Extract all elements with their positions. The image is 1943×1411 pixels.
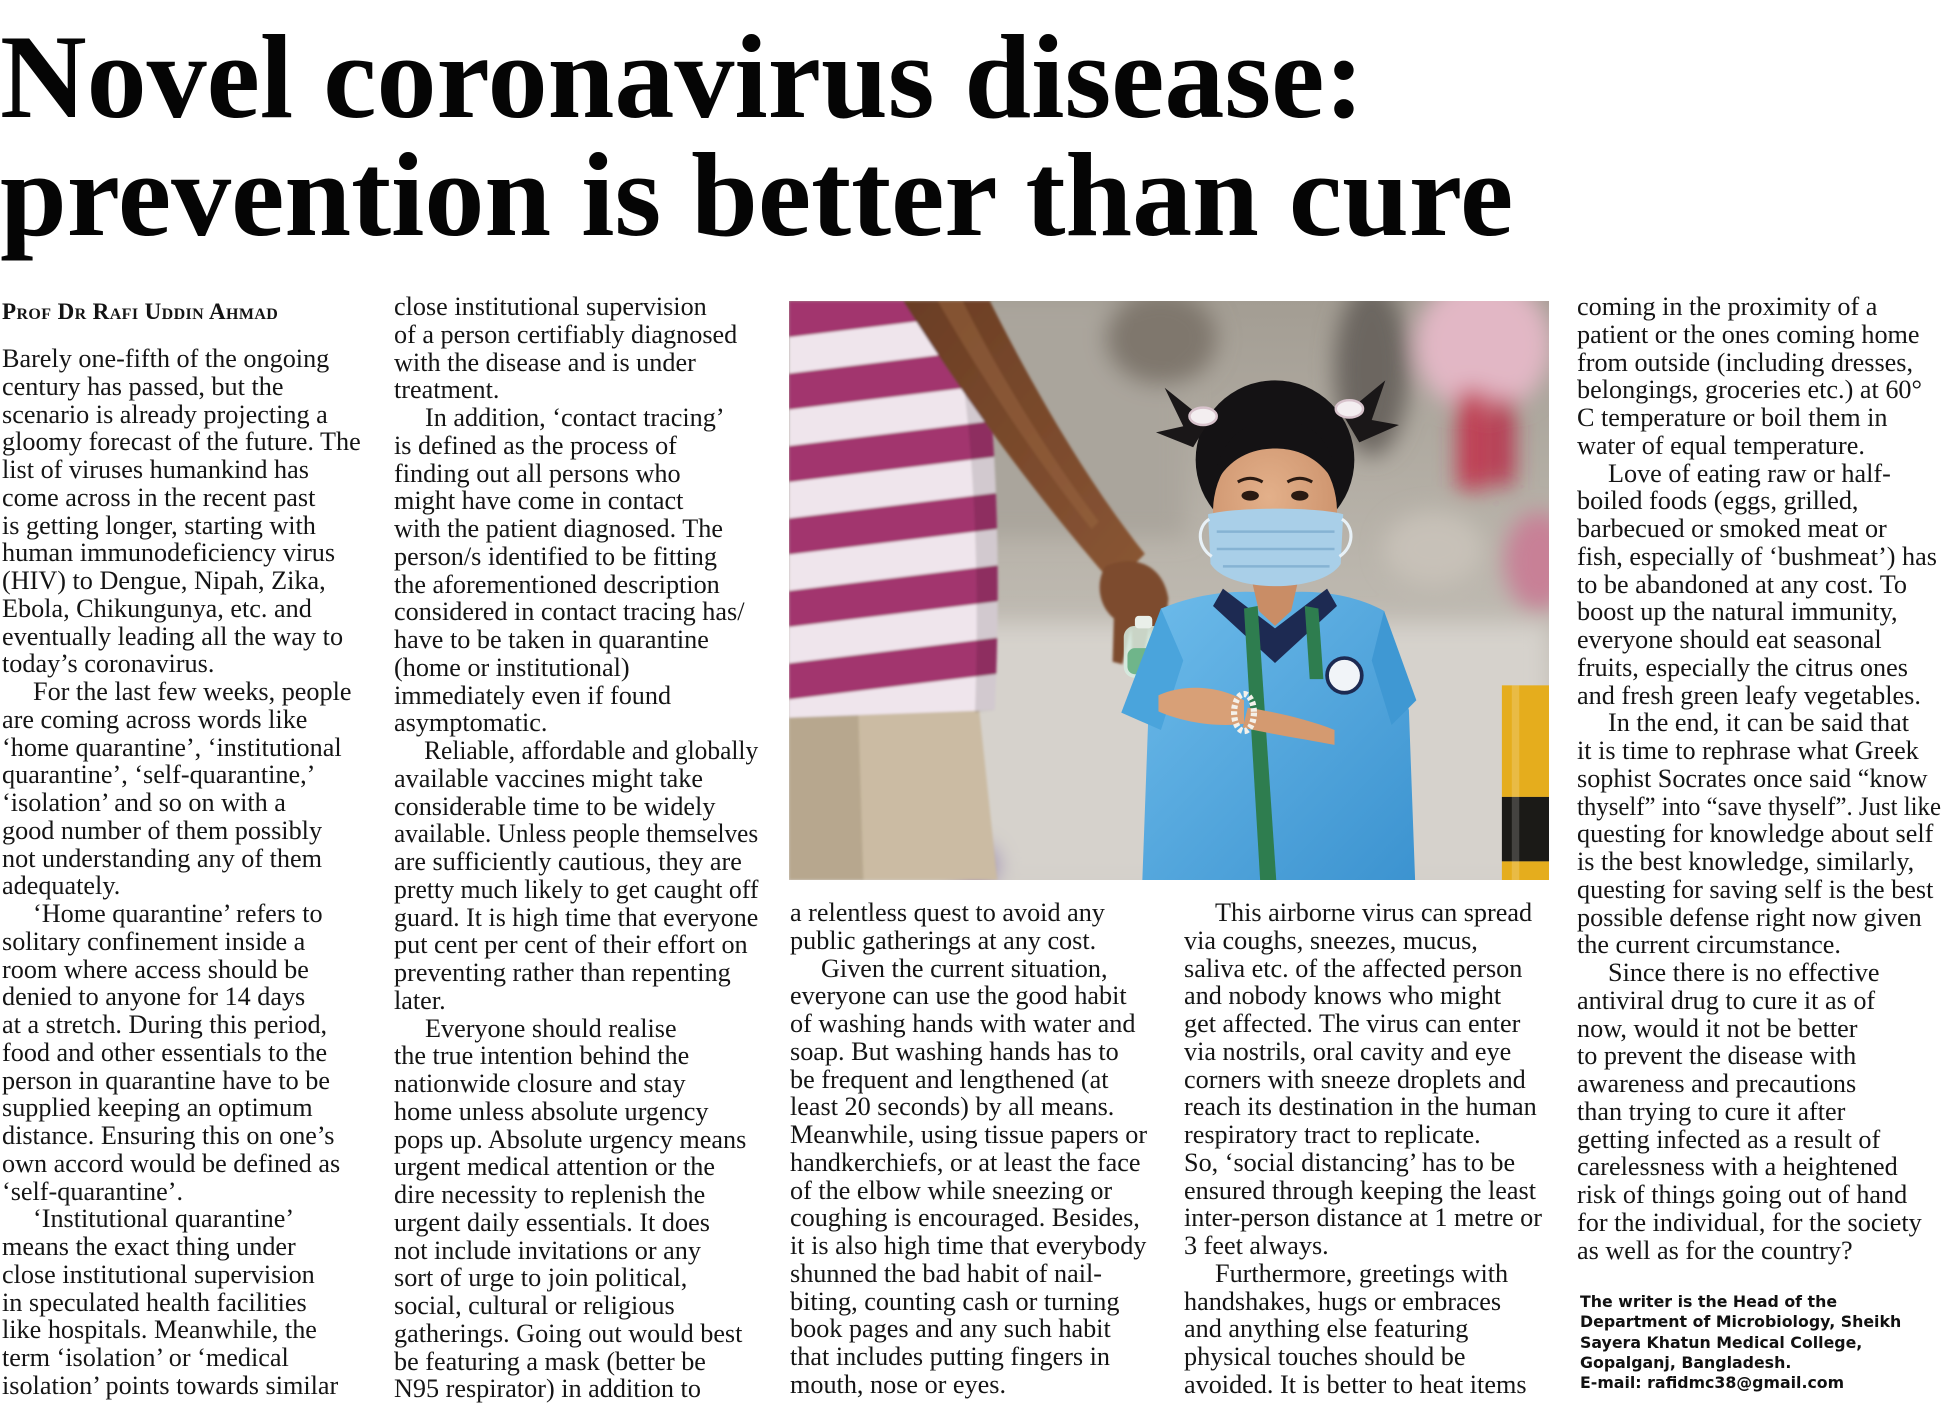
text-line: scenario is already projecting a: [2, 399, 328, 429]
text-line: biting, counting cash or turning: [790, 1286, 1120, 1316]
text-line: shunned the bad habit of nail-: [790, 1258, 1102, 1288]
text-line: via nostrils, oral cavity and eye: [1184, 1036, 1512, 1066]
text-line: boiled foods (eggs, grilled,: [1577, 486, 1859, 516]
text-line: ‘Institutional quarantine’: [33, 1204, 295, 1234]
text-line: available. Unless people themselves: [394, 819, 759, 849]
paragraph: [790, 955, 1152, 1399]
text-line: (home or institutional): [394, 652, 630, 682]
article-column: [1184, 899, 1548, 1399]
text-line: ensured through keeping the least: [1184, 1175, 1536, 1205]
text-line: handshakes, hugs or embraces: [1184, 1286, 1502, 1316]
paragraph: [394, 404, 758, 737]
text-line: are coming across words like: [2, 704, 308, 734]
paragraph: [1184, 1260, 1548, 1399]
text-line: adequately.: [2, 871, 121, 901]
text-line: possible defense right now given: [1577, 902, 1922, 932]
text-line: later.: [394, 985, 446, 1015]
text-line: and nobody knows who might: [1184, 981, 1502, 1011]
text-line: Ebola, Chikungunya, etc. and: [2, 593, 312, 623]
text-line: available vaccines might take: [394, 763, 704, 793]
paragraph: [790, 899, 1152, 955]
text-line: century has passed, but the: [2, 371, 284, 401]
text-line: avoided. It is better to heat items: [1184, 1369, 1527, 1399]
text-line: Given the current situation,: [821, 953, 1108, 983]
text-line: the current circumstance.: [1577, 930, 1841, 960]
text-line: risk of things going out of hand: [1577, 1180, 1908, 1209]
text-line: So, ‘social distancing’ has to be: [1184, 1147, 1516, 1177]
text-line: home unless absolute urgency: [394, 1096, 709, 1126]
text-line: to be abandoned at any cost. To: [1577, 569, 1908, 599]
article-column: [790, 899, 1152, 1399]
text-line: preventing rather than repenting: [394, 958, 731, 987]
text-line: ‘home quarantine’, ‘institutional: [2, 732, 342, 762]
text-line: physical touches should be: [1184, 1342, 1466, 1371]
author-note-line: Gopalganj, Bangladesh.: [1580, 1352, 1792, 1372]
text-line: gloomy forecast of the future. The: [2, 427, 361, 457]
paragraph: [2, 1205, 366, 1399]
text-line: person/s identified to be fitting: [394, 541, 717, 571]
text-line: not include invitations or any: [394, 1235, 701, 1265]
text-line: in speculated health facilities: [2, 1287, 307, 1317]
byline: Prof Dr Rafi Uddin Ahmad: [2, 299, 279, 324]
text-line: water of equal temperature.: [1577, 430, 1865, 460]
text-line: the aforementioned description: [394, 569, 720, 599]
text-line: from outside (including dresses,: [1577, 347, 1914, 377]
paragraph: [394, 293, 758, 404]
paragraph: [1577, 460, 1941, 710]
text-line: mouth, nose or eyes.: [790, 1369, 1007, 1399]
text-line: to prevent the disease with: [1577, 1041, 1857, 1071]
text-line: social, cultural or religious: [394, 1291, 675, 1320]
text-line: considered in contact tracing has/: [394, 597, 745, 627]
text-line: is getting longer, starting with: [2, 510, 316, 540]
text-line: quarantine’, ‘self-quarantine,’: [2, 760, 316, 790]
text-line: than trying to cure it after: [1577, 1096, 1846, 1126]
text-line: as well as for the country?: [1577, 1235, 1853, 1265]
text-line: urgent medical attention or the: [394, 1152, 715, 1182]
paragraph: [2, 345, 366, 678]
author-note: [1580, 1292, 1940, 1393]
text-line: gatherings. Going out would best: [394, 1318, 743, 1348]
text-line: eventually leading all the way to: [2, 621, 344, 651]
text-line: denied to anyone for 14 days: [2, 982, 306, 1012]
text-line: close institutional supervision: [394, 292, 707, 321]
paragraph: [394, 737, 758, 1015]
text-line: (HIV) to Dengue, Nipah, Zika,: [2, 566, 326, 595]
text-line: come across in the recent past: [2, 482, 316, 512]
text-line: respiratory tract to replicate.: [1184, 1120, 1481, 1149]
text-line: might have come in contact: [394, 486, 684, 516]
text-line: is defined as the process of: [394, 430, 677, 460]
text-line: ‘isolation’ and so on with a: [2, 788, 286, 817]
photo-illustration: [789, 301, 1549, 880]
article-photo: [789, 301, 1549, 880]
text-line: Barely one-fifth of the ongoing: [2, 344, 330, 373]
text-line: own accord would be defined as: [2, 1148, 341, 1178]
text-line: antiviral drug to cure it as of: [1577, 985, 1876, 1015]
text-line: get affected. The virus can enter: [1184, 1009, 1521, 1038]
paragraph: [1577, 709, 1941, 959]
text-line: dire necessity to replenish the: [394, 1180, 706, 1209]
text-line: for the individual, for the society: [1577, 1207, 1922, 1237]
text-line: inter-person distance at 1 metre or: [1184, 1203, 1542, 1233]
text-line: be featuring a mask (better be: [394, 1346, 706, 1376]
text-line: Everyone should realise: [425, 1013, 677, 1043]
paragraph: [1577, 293, 1941, 460]
author-note-line: The writer is the Head of the: [1580, 1292, 1838, 1311]
text-line: pretty much likely to get caught off: [394, 874, 759, 904]
text-line: least 20 seconds) by all means.: [790, 1092, 1115, 1122]
text-line: solitary confinement inside a: [2, 926, 306, 956]
text-line: For the last few weeks, people: [33, 677, 352, 706]
text-line: it is also high time that everybody: [790, 1231, 1147, 1260]
text-line: Furthermore, greetings with: [1215, 1258, 1509, 1288]
text-line: corners with sneeze droplets and: [1184, 1064, 1526, 1094]
text-line: In the end, it can be said that: [1608, 708, 1910, 738]
text-line: patient or the ones coming home: [1577, 319, 1920, 349]
text-line: carelessness with a heightened: [1577, 1152, 1898, 1182]
headline-line: Novel coronavirus disease:: [0, 10, 1365, 143]
text-line: belongings, groceries etc.) at 60°: [1577, 375, 1922, 405]
text-line: fish, especially of ‘bushmeat’) has: [1577, 541, 1937, 571]
text-line: room where access should be: [2, 954, 309, 984]
text-line: N95 respirator) in addition to: [394, 1374, 701, 1404]
text-line: considerable time to be widely: [394, 791, 716, 821]
text-line: thyself” into “save thyself”. Just like: [1577, 791, 1941, 821]
text-line: finding out all persons who: [394, 458, 681, 488]
text-line: nationwide closure and stay: [394, 1069, 686, 1098]
text-line: coming in the proximity of a: [1577, 292, 1878, 321]
text-line: supplied keeping an optimum: [2, 1093, 313, 1123]
text-line: not understanding any of them: [2, 843, 323, 873]
text-line: put cent per cent of their effort on: [394, 930, 748, 960]
text-line: of the elbow while sneezing or: [790, 1175, 1113, 1205]
text-line: reach its destination in the human: [1184, 1092, 1537, 1122]
text-line: sophist Socrates once said “know: [1577, 763, 1928, 793]
headline-line: prevention is better than cure: [0, 128, 1514, 261]
text-line: everyone can use the good habit: [790, 981, 1127, 1011]
text-line: a relentless quest to avoid any: [790, 898, 1105, 927]
headline: [0, 10, 1900, 261]
author-note-line: Sayera Khatun Medical College,: [1580, 1332, 1863, 1352]
text-line: everyone should eat seasonal: [1577, 625, 1882, 654]
text-line: list of viruses humankind has: [2, 455, 309, 484]
text-line: 3 feet always.: [1184, 1231, 1329, 1260]
text-line: that includes putting fingers in: [790, 1342, 1111, 1371]
text-line: getting infected as a result of: [1577, 1124, 1881, 1154]
text-line: with the disease and is under: [394, 347, 696, 377]
text-line: distance. Ensuring this on one’s: [2, 1121, 335, 1150]
text-line: urgent daily essentials. It does: [394, 1207, 710, 1237]
bollard-pole: [1502, 685, 1549, 880]
text-line: asymptomatic.: [394, 708, 548, 738]
text-line: In addition, ‘contact tracing’: [425, 403, 725, 432]
text-line: now, would it not be better: [1577, 1013, 1858, 1043]
text-line: Reliable, affordable and globally: [424, 736, 759, 765]
text-line: today’s coronavirus.: [2, 649, 215, 679]
article-column: [394, 293, 758, 1403]
text-line: person in quarantine have to be: [2, 1065, 330, 1095]
author-note-line: Department of Microbiology, Sheikh: [1580, 1312, 1902, 1332]
article-column: [1577, 293, 1941, 1264]
text-line: at a stretch. During this period,: [2, 1010, 328, 1039]
paragraph: [1577, 959, 1941, 1264]
text-line: the true intention behind the: [394, 1041, 690, 1071]
text-line: of a person certifiably diagnosed: [394, 319, 738, 349]
text-line: Since there is no effective: [1608, 958, 1880, 987]
text-line: close institutional supervision: [2, 1259, 315, 1289]
text-line: like hospitals. Meanwhile, the: [2, 1315, 317, 1345]
text-line: immediately even if found: [394, 680, 672, 710]
text-line: means the exact thing under: [2, 1232, 296, 1261]
text-line: via coughs, sneezes, mucus,: [1184, 925, 1478, 955]
text-line: boost up the natural immunity,: [1577, 597, 1898, 627]
text-line: barbecued or smoked meat or: [1577, 514, 1887, 543]
text-line: public gatherings at any cost.: [790, 925, 1097, 955]
text-line: Love of eating raw or half-: [1608, 458, 1891, 488]
text-line: soap. But washing hands has to: [790, 1036, 1119, 1066]
text-line: and fresh green leafy vegetables.: [1577, 680, 1921, 710]
text-line: guard. It is high time that everyone: [394, 902, 759, 932]
text-line: ‘Home quarantine’ refers to: [33, 899, 323, 928]
text-line: book pages and any such habit: [790, 1314, 1111, 1344]
text-line: This airborne virus can spread: [1215, 898, 1533, 927]
text-line: have to be taken in quarantine: [394, 625, 709, 654]
text-line: is the best knowledge, similarly,: [1577, 847, 1915, 876]
paragraph: [2, 678, 366, 900]
text-line: be frequent and lengthened (at: [790, 1064, 1109, 1094]
text-line: handkerchiefs, or at least the face: [790, 1147, 1141, 1177]
text-line: sort of urge to join political,: [394, 1263, 688, 1293]
text-line: good number of them possibly: [2, 815, 323, 845]
article-column: [2, 345, 366, 1400]
text-line: fruits, especially the citrus ones: [1577, 652, 1908, 682]
text-line: treatment.: [394, 375, 500, 405]
text-line: are sufficiently cautious, they are: [394, 847, 742, 876]
text-line: and anything else featuring: [1184, 1314, 1469, 1344]
text-line: saliva etc. of the affected person: [1184, 953, 1523, 983]
text-line: questing for knowledge about self: [1577, 819, 1934, 849]
text-line: questing for saving self is the best: [1577, 874, 1934, 904]
author-email: E-mail: rafidmc38@gmail.com: [1580, 1373, 1845, 1393]
text-line: of washing hands with water and: [790, 1009, 1136, 1038]
text-line: Meanwhile, using tissue papers or: [790, 1120, 1148, 1149]
text-line: it is time to rephrase what Greek: [1577, 736, 1919, 765]
text-line: term ‘isolation’ or ‘medical: [2, 1343, 289, 1372]
text-line: human immunodeficiency virus: [2, 538, 336, 568]
text-line: coughing is encouraged. Besides,: [790, 1203, 1140, 1233]
text-line: ‘self-quarantine’.: [2, 1176, 184, 1206]
text-line: pops up. Absolute urgency means: [394, 1124, 747, 1154]
text-line: food and other essentials to the: [2, 1037, 328, 1067]
paragraph: [2, 900, 366, 1205]
text-line: awareness and precautions: [1577, 1069, 1857, 1098]
text-line: isolation’ points towards similar: [2, 1370, 339, 1400]
paragraph: [1184, 899, 1548, 1260]
text-line: C temperature or boil them in: [1577, 403, 1888, 432]
paragraph: [394, 1015, 758, 1404]
text-line: with the patient diagnosed. The: [394, 514, 723, 543]
